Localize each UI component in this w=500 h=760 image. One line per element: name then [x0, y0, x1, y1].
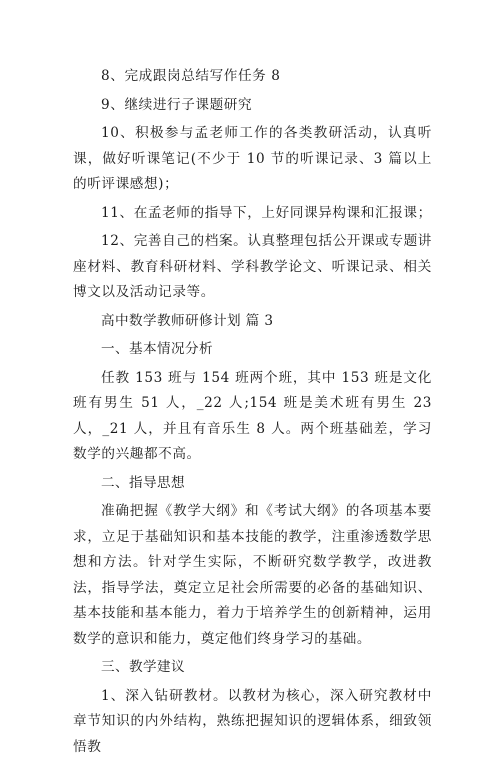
paragraph-guiding-thought: 准确把握《教学大纲》和《考试大纲》的各项基本要求，立足于基础知识和基本技能的教学，注重渗透数学思想和方法。针对学生实际，不断研究数学教学，改进教法，指导学法，奠定立足社会所需要的必备的基础知识、基本技能和基本能力，着力于培养学生的创新精神，运用数学的意识和能力，奠定他们终身学习的基础。	[73, 499, 432, 652]
heading-guiding-thought: 二、指导思想	[73, 471, 432, 497]
list-item-9: 9、继续进行子课题研究	[73, 93, 432, 119]
heading-teaching-suggestions: 三、教学建议	[73, 655, 432, 681]
list-item-11: 11、在孟老师的指导下，上好同课异构课和汇报课；	[73, 201, 432, 227]
list-item-8: 8、完成跟岗总结写作任务 8	[73, 64, 432, 90]
list-item-10: 10、积极参与孟老师工作的各类教研活动，认真听课，做好听课笔记(不少于 10 节的听课记录、3 篇以上的听评课感想)；	[73, 121, 432, 198]
paragraph-study-textbook: 1、深入钻研教材。以教材为核心，深入研究教材中章节知识的内外结构，熟练把握知识的逻辑体系，细致领悟教	[73, 684, 432, 760]
paragraph-class-info: 任教 153 班与 154 班两个班，其中 153 班是文化班有男生 51 人，_22 人;154 班是美术班有男生 23 人，_21 人，并且有音乐生 8 人。两个班基础差，学习数学的兴趣都不高。	[73, 366, 432, 468]
list-item-12: 12、完善自己的档案。认真整理包括公开课或专题讲座材料、教育科研材料、学科教学论文、听课记录、相关博文以及活动记录等。	[73, 229, 432, 306]
section-title: 高中数学教师研修计划 篇 3	[73, 309, 432, 335]
heading-basic-situation: 一、基本情况分析	[73, 337, 432, 363]
